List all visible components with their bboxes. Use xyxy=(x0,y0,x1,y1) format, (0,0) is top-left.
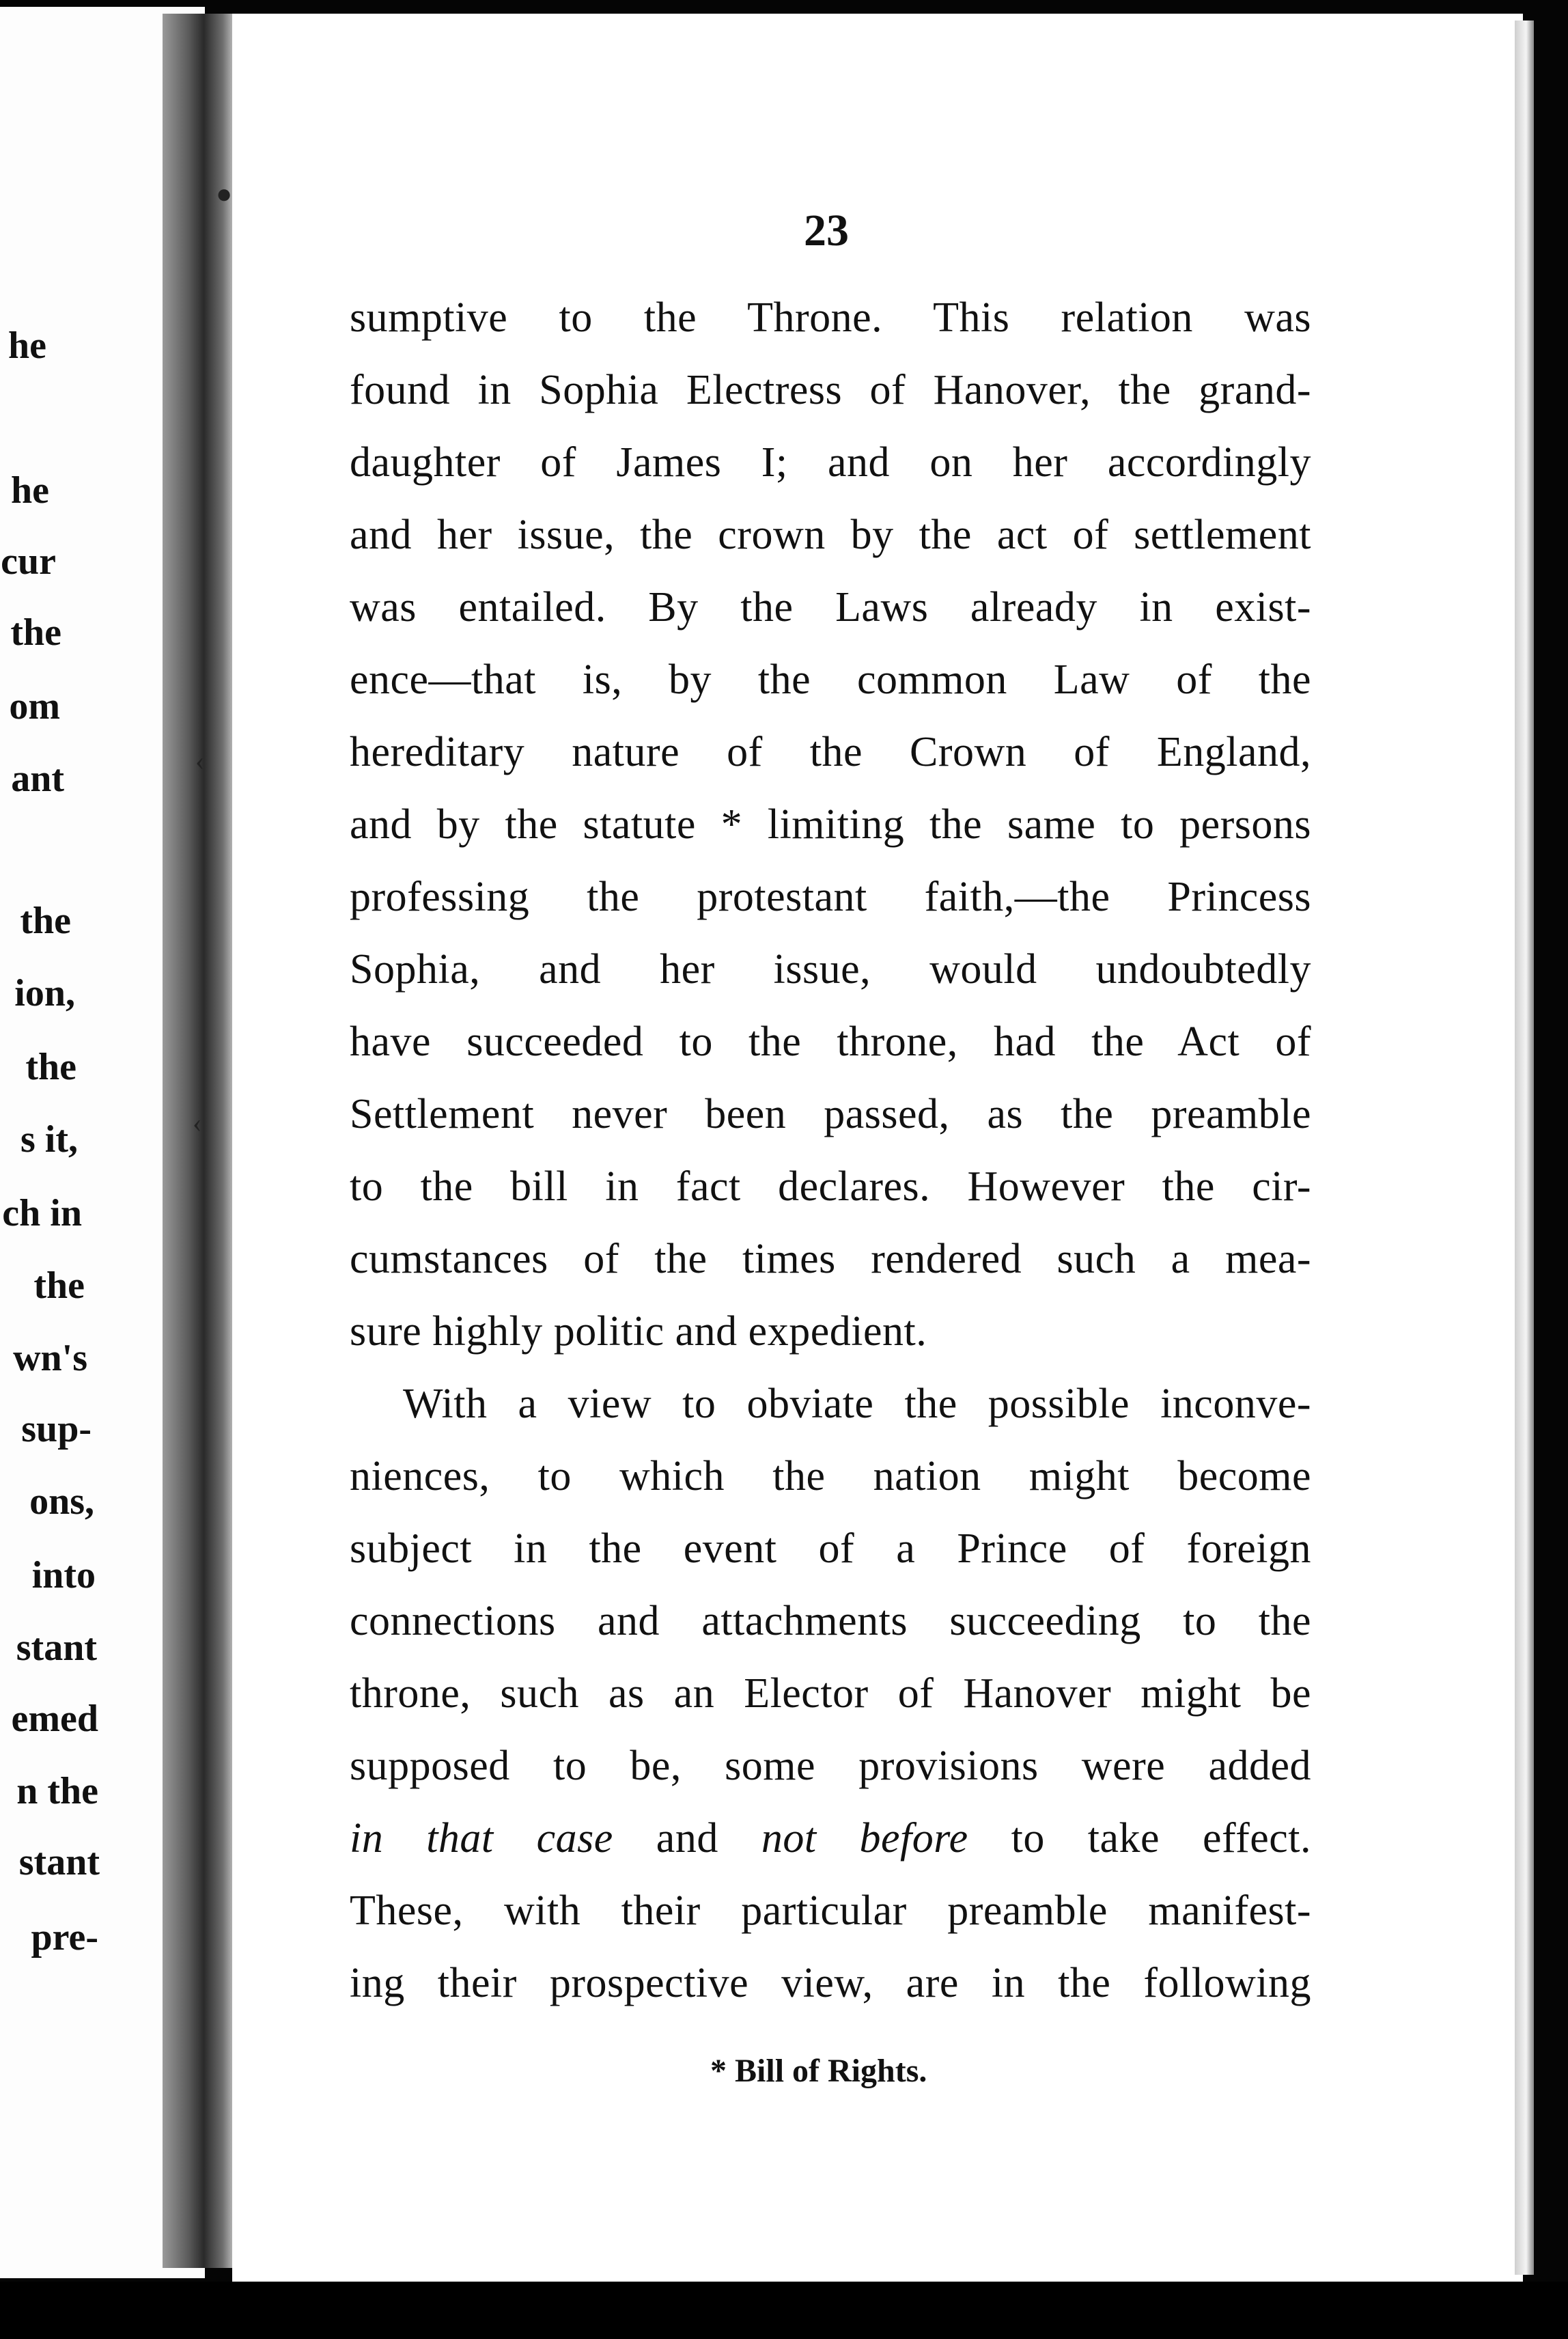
left-fragment: cur xyxy=(1,540,56,583)
left-fragment: emed xyxy=(11,1698,98,1740)
left-fragment: the xyxy=(10,611,61,654)
text-line-with-italics xyxy=(350,1817,1311,1859)
left-fragment: sup- xyxy=(21,1408,92,1450)
text-line: These, with their particular preamble manifest- xyxy=(350,1887,1311,1934)
left-fragment: he xyxy=(8,324,46,367)
page-number: 23 xyxy=(804,206,849,255)
text-line: With a view to obviate the possible inconve- xyxy=(403,1381,1311,1427)
text-line: cumstances of the times rendered such a mea- xyxy=(350,1236,1311,1282)
text-line: niences, to which the nation might become xyxy=(350,1453,1311,1499)
book-gutter-shadow xyxy=(163,14,238,2268)
left-fragment: pre- xyxy=(31,1916,98,1959)
text-line: found in Sophia Electress of Hanover, the grand- xyxy=(350,367,1311,413)
italic-phrase: not before xyxy=(761,1815,968,1861)
left-fragment: stant xyxy=(16,1627,97,1669)
text-line: have succeeded to the throne, had the Act of xyxy=(350,1019,1311,1065)
left-fragment: into xyxy=(31,1554,96,1596)
text-line: ence—that is, by the common Law of the xyxy=(350,656,1311,703)
text-line: professing the protestant faith,—the Princess xyxy=(350,874,1311,920)
left-fragment: stant xyxy=(18,1841,100,1883)
text-fragment: to take effect. xyxy=(1011,1815,1311,1861)
text-line: subject in the event of a Prince of foreign xyxy=(350,1525,1311,1572)
left-fragment: ch in xyxy=(2,1192,82,1234)
left-fragment: the xyxy=(33,1264,85,1307)
text-line: Settlement never been passed, as the preamble xyxy=(350,1091,1311,1137)
text-line: supposed to be, some provisions were added xyxy=(350,1743,1311,1789)
left-fragment: the xyxy=(25,1046,76,1088)
text-line: throne, such as an Elector of Hanover might be xyxy=(350,1670,1311,1717)
text-line: ing their prospective view, are in the following xyxy=(350,1960,1311,2006)
left-fragment: the xyxy=(20,900,71,942)
gutter-speck: ‹ xyxy=(195,745,205,776)
footnote: * Bill of Rights. xyxy=(710,2053,927,2089)
left-fragment: n the xyxy=(16,1770,98,1812)
text-line: sumptive to the Throne. This relation was xyxy=(350,294,1311,341)
italic-phrase: in that case xyxy=(350,1815,613,1861)
gutter-speck: ‹ xyxy=(193,1107,202,1138)
text-line: daughter of James I; and on her accordingly xyxy=(350,439,1311,486)
left-fragment: he xyxy=(11,469,49,512)
left-fragment: om xyxy=(9,685,60,728)
text-line: hereditary nature of the Crown of England, xyxy=(350,729,1311,775)
left-fragment: ant xyxy=(11,758,64,800)
gutter-speck: ● xyxy=(216,178,233,209)
text-line: was entailed. By the Laws already in exist- xyxy=(350,584,1311,631)
text-line: connections and attachments succeeding to the xyxy=(350,1598,1311,1644)
main-page xyxy=(232,14,1523,2282)
text-line: sure highly politic and expedient. xyxy=(350,1308,927,1355)
text-line: to the bill in fact declares. However the cir- xyxy=(350,1163,1311,1210)
left-fragment: ons, xyxy=(29,1480,94,1523)
page-edge xyxy=(1515,20,1534,2275)
text-line: Sophia, and her issue, would undoubtedly xyxy=(350,946,1311,993)
left-fragment: wn's xyxy=(13,1337,87,1379)
text-line: and by the statute * limiting the same to persons xyxy=(350,801,1311,848)
left-fragment: ion, xyxy=(14,972,75,1014)
text-fragment: and xyxy=(656,1815,718,1861)
scan-bottom-border xyxy=(0,2282,1568,2339)
text-line: and her issue, the crown by the act of settlement xyxy=(350,512,1311,558)
left-fragment: s it, xyxy=(20,1118,78,1161)
